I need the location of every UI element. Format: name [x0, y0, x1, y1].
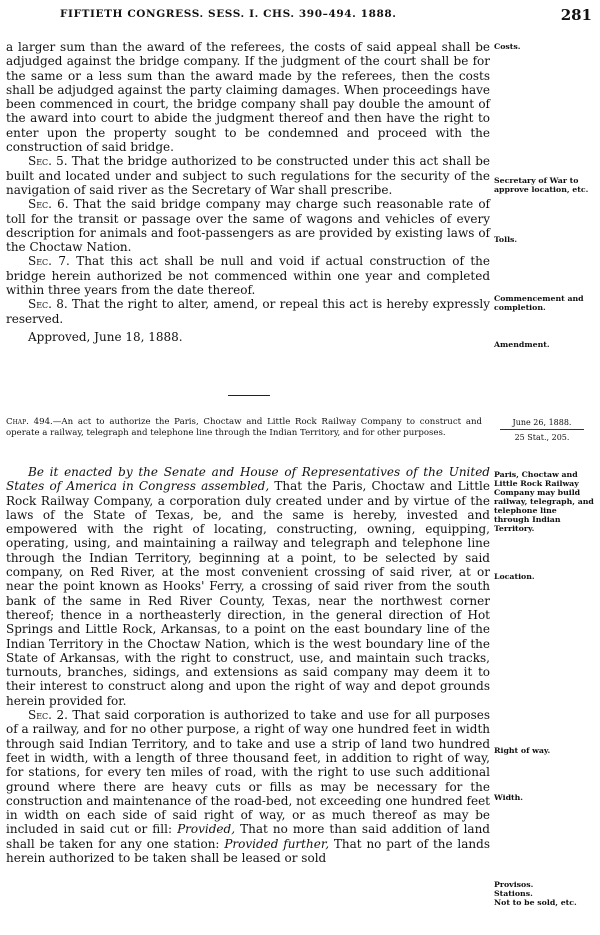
header-title: FIFTIETH CONGRESS. SESS. I. CHS. 390–494. 1888.	[60, 8, 397, 20]
page-number: 281	[560, 6, 592, 24]
margin-notes	[494, 0, 598, 935]
section-1	[6, 465, 490, 708]
section-divider	[228, 395, 270, 396]
margin-note-costs: Costs.	[494, 42, 521, 51]
margin-note-stations: Stations.	[494, 889, 533, 898]
date-text: June 26, 1888.	[512, 418, 572, 427]
approved-line: Approved, June 18, 1888.	[28, 329, 183, 344]
section-text: That the Paris, Choctaw and Little Rock Railway Company, a corporation duly created under and by virtue of the laws of the State of Texas, be, and the same is hereby, invested and empowered with the right of locating, constructing, owning, equipping, operating, using, and maintaining a railway and telegraph and telephone line through the Indian Territory, beginning at a point, to be selected by said company, on Red River, at the most convenient crossing of said river, at or near the point known as Hooks' Ferry, a crossing of said river from the south bank of the same in Red River County, Texas, near the northwest corner thereof; thence in a northeasterly direction, in the general direction of Hot Springs and Little Rock, Arkansas, to a point on the east boundary line of the Indian Territory in the Choctaw Nation, which is the west boundary line of the State of Arkansas, with the right to construct, use, and maintain such tracks, turnouts, branches, sidings, and extensions as said company may deem it to their interest to construct along and upon the right of way and depot grounds herein provided for.	[6, 479, 490, 708]
margin-note-company: Paris, Choctaw and Little Rock Railway Company may build railway, telegraph, and telephone line through Indian Territory.	[494, 470, 594, 533]
chapter-label: Chap. 494.	[6, 417, 53, 427]
section-text: That no part of the lands herein authorized to be taken shall be leased or sold	[6, 836, 490, 866]
margin-note-location: Location.	[494, 572, 535, 581]
section-7	[6, 254, 490, 297]
section-text: That the bridge authorized to be constructed under this act shall be built and located under and subject to such regulations for the security of the navigation of said river as the Secretary of War shall prescribe.	[6, 154, 490, 197]
proviso-label: Provided,	[177, 822, 236, 837]
enactment-date	[494, 418, 590, 442]
chapter-title-text: —An act to authorize the Paris, Choctaw and Little Rock Railway Company to construct and operate a railway, telegraph and telephone line through the Indian Territory, and for other purposes.	[6, 417, 482, 438]
act-body	[6, 465, 490, 865]
section-label: Sec. 2.	[28, 708, 68, 723]
date-rule	[500, 429, 584, 430]
section-label: Sec. 8.	[28, 297, 68, 312]
proviso-label: Provided further,	[224, 836, 330, 851]
section-label: Sec. 6.	[28, 197, 69, 212]
chapter-title	[6, 417, 482, 439]
paragraph-continuation: a larger sum than the award of the referees, the costs of said appeal shall be adjudged against the bridge company. If the judgment of the court shall be for the same or a less sum than the award made by the referees, then the costs shall be adjudged against the party claiming damages. When proceedings have been commenced in court, the bridge company shall pay double the amount of the award into court to abide the judgment thereof and then have the right to enter upon the property sought to be condemned and proceed with the construction of said bridge.	[6, 40, 490, 155]
section-label: Sec. 7.	[28, 254, 70, 269]
section-label: Sec. 5.	[28, 154, 68, 169]
section-8	[6, 297, 490, 326]
section-6	[6, 197, 490, 254]
chapter-heading	[6, 417, 482, 439]
section-text: That the right to alter, amend, or repeal this act is hereby expressly reserved.	[6, 297, 490, 326]
margin-note-commencement: Commencement and completion.	[494, 294, 584, 312]
main-text-column	[6, 40, 490, 344]
section-5	[6, 154, 490, 197]
margin-note-secretary: Secretary of War to approve location, etc.	[494, 176, 589, 194]
enacting-clause: Be it enacted by the Senate and House of Representatives of the United States of America in Congress assembled,	[6, 465, 490, 494]
margin-note-not-sold: Not to be sold, etc.	[494, 898, 577, 907]
section-text: That the said bridge company may charge such reasonable rate of toll for the transit or passage over the same of wagons and vehicles of every description for animals and foot-passengers as are provided by existing laws of the Choctaw Nation.	[6, 197, 490, 255]
section-2	[6, 708, 490, 865]
statute-citation: 25 Stat., 205.	[514, 433, 570, 442]
margin-note-tolls: Tolls.	[494, 235, 518, 244]
section-text: That said corporation is authorized to take and use for all purposes of a railway, and for no other purpose, a right of way one hundred feet in width through said Indian Territory, and to take and use a strip of land two hundred feet in width, with a length of three thousand feet, in addition to right of way, for stations, for every ten miles of road, with the right to use such additional ground where there are heavy cuts or fills as may be necessary for the construction and maintenance of the road-bed, not exceeding one hundred feet in width on each side of said right of way, or as much thereof as may be included in said cut or fill:	[6, 708, 490, 837]
margin-note-width: Width.	[494, 793, 524, 802]
section-text: That no more than said addition of land shall be taken for any one station:	[6, 822, 490, 851]
margin-note-provisos: Provisos.	[494, 880, 534, 889]
section-text: That this act shall be null and void if actual construction of the bridge herein authorized be not commenced within one year and completed within three years from the date thereof.	[6, 254, 490, 298]
margin-note-right-of-way: Right of way.	[494, 746, 551, 755]
margin-note-amendment: Amendment.	[494, 340, 550, 349]
